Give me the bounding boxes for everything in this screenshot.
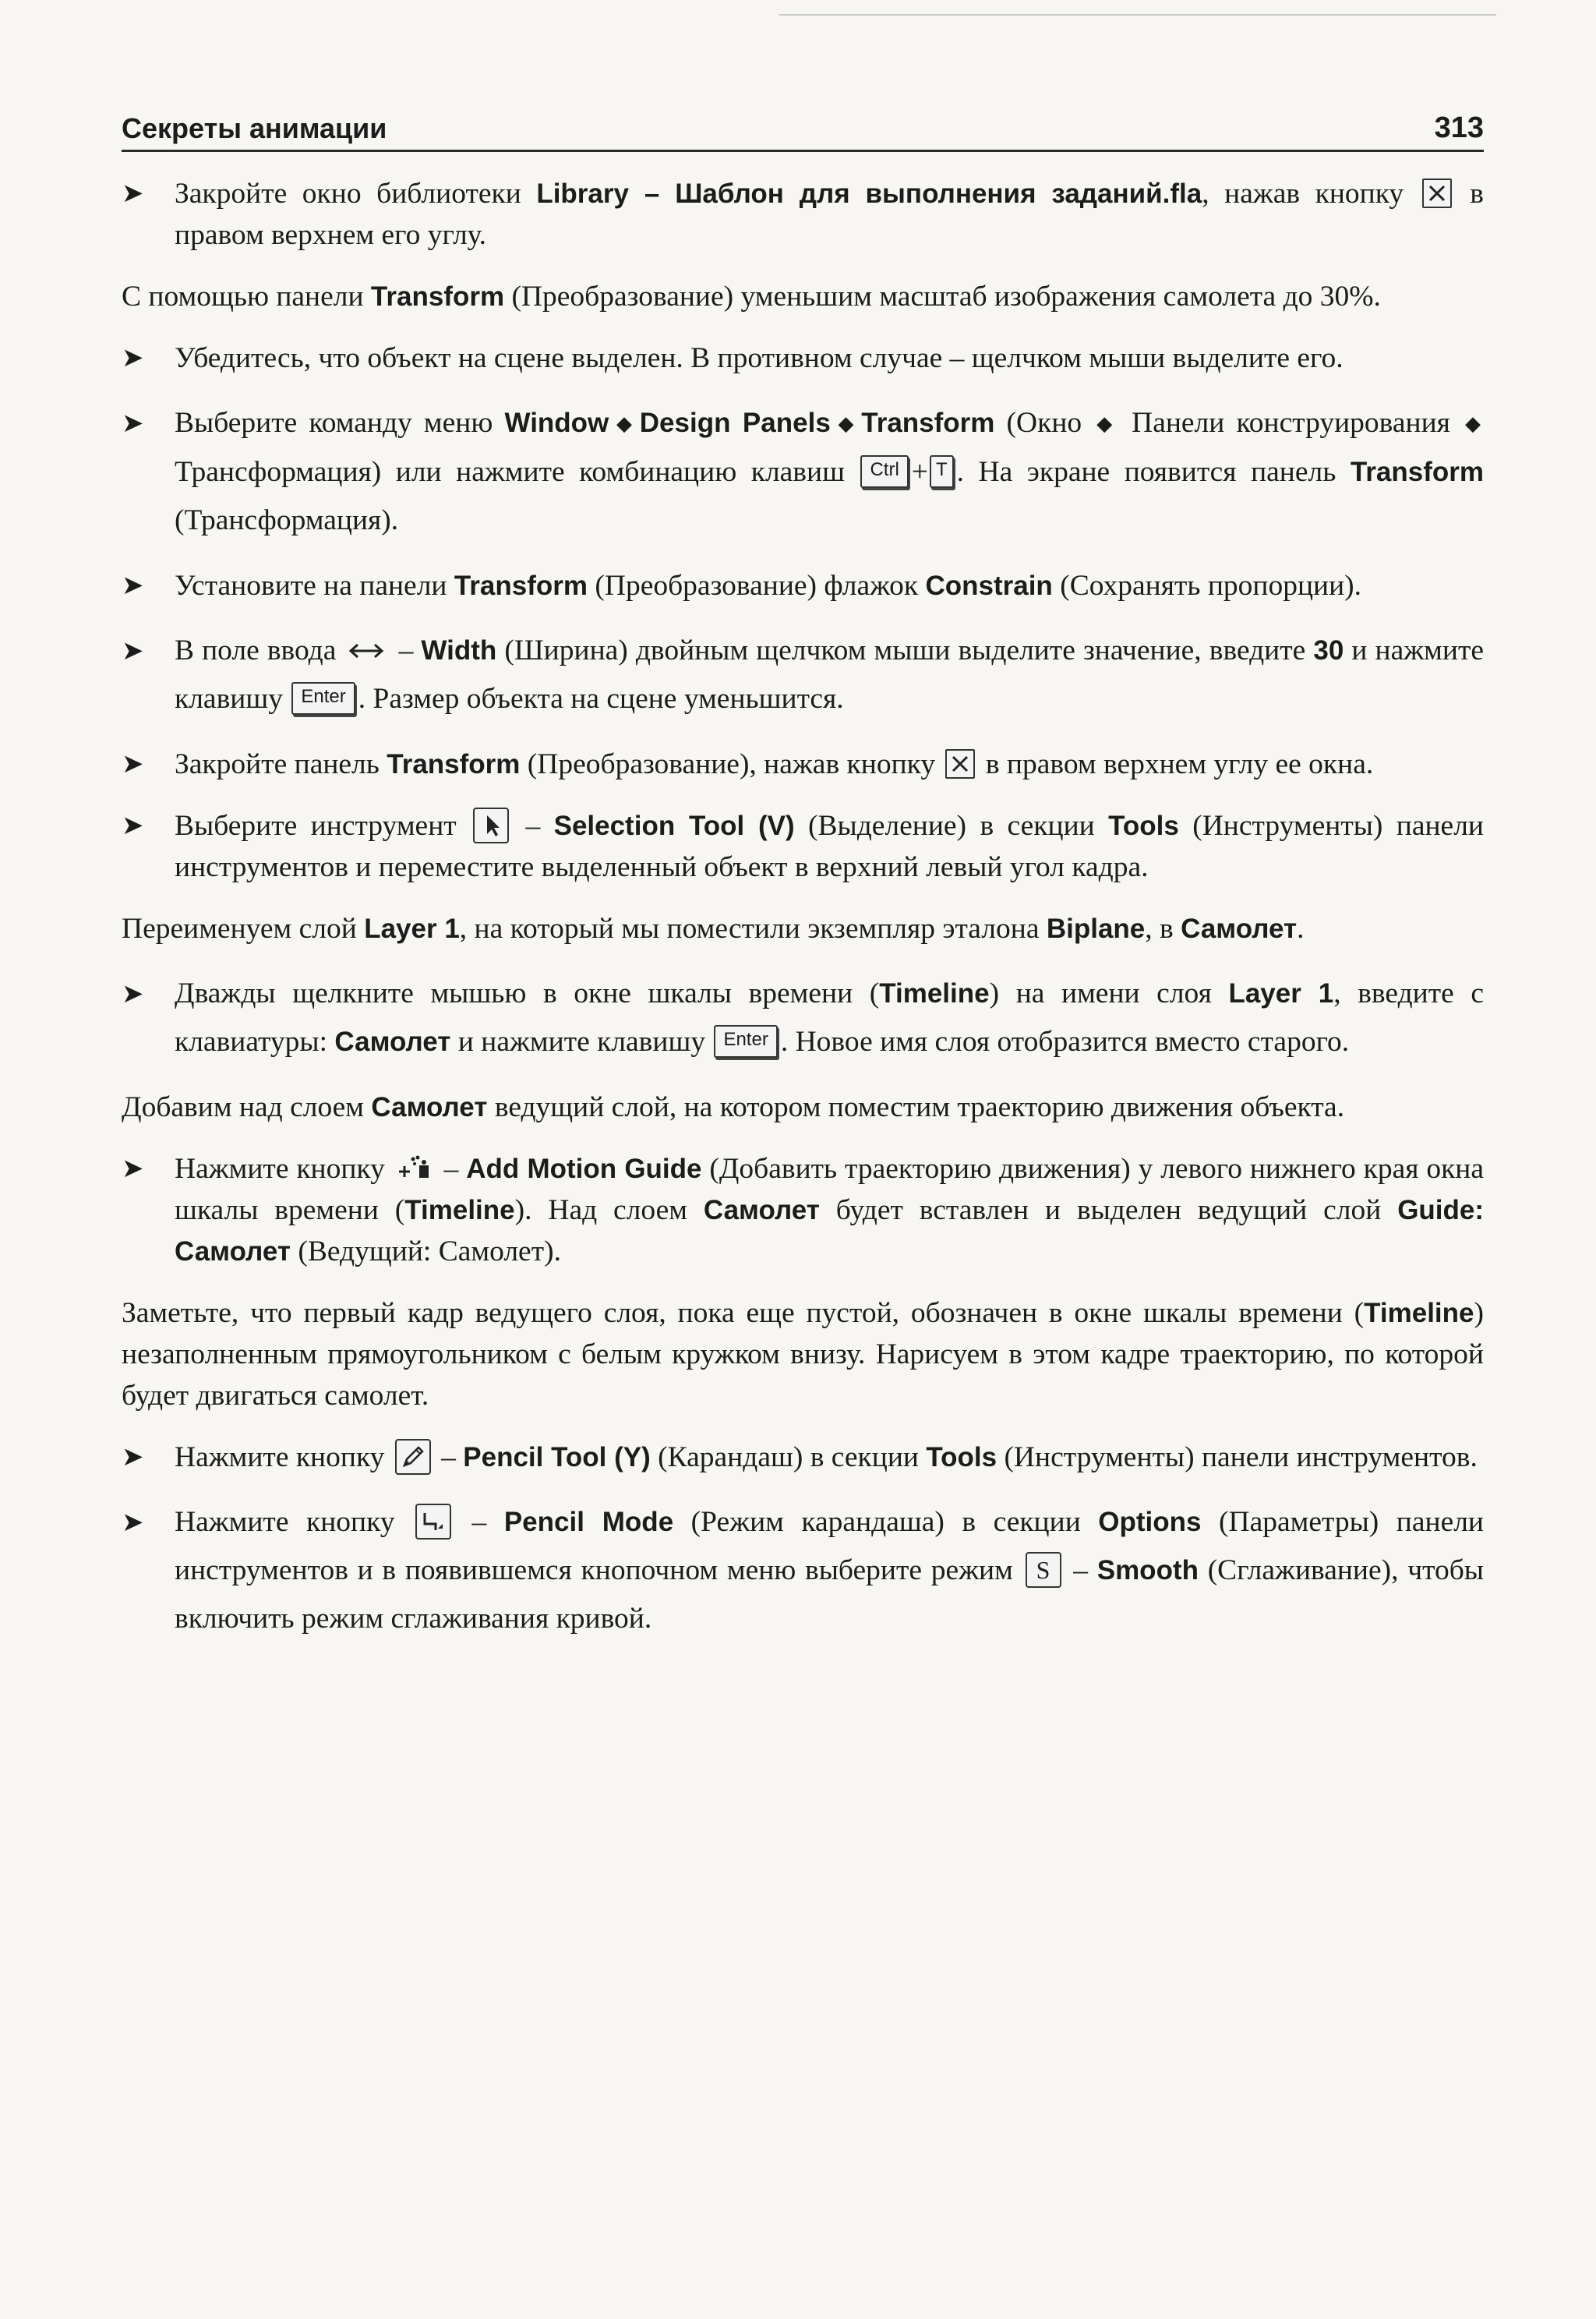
step-add-motion-guide: ➤ Нажмите кнопку – Add Motion Guide (Добавить траекторию движения) у левого нижнего края окна шкалы времени (Timeline). Над слоем Самолет будет вставлен и выделен ведущий слой Guide: Самолет (Ведущий: Самолет).	[122, 1148, 1484, 1272]
t-key: T	[930, 455, 954, 488]
step-arrow-icon: ➤	[122, 342, 144, 373]
close-box-icon	[945, 749, 975, 779]
menu-diamond-icon: ◆	[1465, 412, 1481, 436]
scan-top-rule	[779, 14, 1496, 16]
step-pencil-mode: ➤ Нажмите кнопку – Pencil Mode (Режим карандаша) в секции Options (Параметры) панели инструментов и в появившемся кнопочном меню выберите режим S – Smooth (Сглаживание), чтобы включить режим сглаживания кривой.	[122, 1498, 1484, 1643]
step-arrow-icon: ➤	[122, 635, 144, 666]
add-motion-guide-icon	[396, 1153, 433, 1184]
pencil-mode-icon	[415, 1504, 451, 1540]
menu-diamond-icon: ◆	[833, 412, 859, 436]
step-pencil-tool: ➤ Нажмите кнопку – Pencil Tool (Y) (Карандаш) в секции Tools (Инструменты) панели инструментов.	[122, 1437, 1484, 1478]
close-box-icon	[1422, 179, 1452, 208]
page-number: 313	[1434, 111, 1484, 144]
step-arrow-icon: ➤	[122, 1441, 144, 1472]
paragraph-rename-layer: Переименуем слой Layer 1, на который мы поместили экземпляр эталона Biplane, в Самолет.	[122, 913, 1305, 945]
step-arrow-icon: ➤	[122, 1507, 144, 1538]
step-check-selection: ➤ Убедитесь, что объект на сцене выделен. В противном случае – щелчком мыши выделите его.	[122, 338, 1484, 379]
step-arrow-icon: ➤	[122, 570, 144, 601]
paragraph-empty-keyframe: Заметьте, что первый кадр ведущего слоя, пока еще пустой, обозначен в окне шкалы времени (Timeline) незаполненным прямоугольником с белым кружком внизу. Нарисуем в этом кадре траекторию, по которой будет двигаться самолет.	[122, 1297, 1484, 1412]
running-title: Секреты анимации	[122, 112, 387, 144]
step-arrow-icon: ➤	[122, 810, 144, 841]
smooth-mode-icon: S	[1026, 1552, 1061, 1588]
selection-arrow-icon	[473, 808, 509, 843]
pencil-icon	[395, 1439, 431, 1475]
step-rename-layer: ➤ Дважды щелкните мышью в окне шкалы времени (Timeline) на имени слоя Layer 1, введите с клавиатуры: Самолет и нажмите клавишу Enter . Новое имя слоя отобразится вместо старого.	[122, 970, 1484, 1066]
paragraph-add-guide-layer: Добавим над слоем Самолет ведущий слой, на котором поместим траекторию движения объекта.	[122, 1091, 1345, 1123]
step-enter-width: ➤ В поле ввода – Width (Ширина) двойным щелчком мыши выделите значение, введите 30 и нажмите клавишу Enter . Размер объекта на сцене уменьшится.	[122, 627, 1484, 723]
step-close-transform: ➤ Закройте панель Transform (Преобразование), нажав кнопку в правом верхнем углу ее окна.	[122, 744, 1484, 785]
running-header	[122, 109, 1484, 152]
step-arrow-icon: ➤	[122, 178, 144, 209]
step-arrow-icon: ➤	[122, 978, 144, 1009]
width-arrows-icon	[347, 639, 386, 663]
step-arrow-icon: ➤	[122, 748, 144, 779]
ctrl-key: Ctrl	[860, 455, 908, 488]
step-close-library: ➤ Закройте окно библиотеки Library – Шаблон для выполнения заданий.fla, нажав кнопку в правом верхнем его углу.	[122, 173, 1484, 256]
menu-diamond-icon: ◆	[1096, 412, 1117, 436]
step-open-transform-panel: ➤ Выберите команду меню Window ◆ Design Panels ◆ Transform (Окно ◆ Панели конструирования ◆ Трансформация) или нажмите комбинацию клавиш Ctrl + T . На экране появится панель Transform (Трансформация).	[122, 399, 1484, 545]
step-set-constrain: ➤ Установите на панели Transform (Преобразование) флажок Constrain (Сохранять пропорции).	[122, 565, 1484, 606]
enter-key: Enter	[714, 1025, 777, 1058]
menu-diamond-icon: ◆	[612, 412, 637, 436]
enter-key: Enter	[291, 682, 355, 715]
step-selection-tool: ➤ Выберите инструмент – Selection Tool (V) (Выделение) в секции Tools (Инструменты) панели инструментов и переместите выделенный объект в верхний левый угол кадра.	[122, 805, 1484, 888]
paragraph-transform-intro: С помощью панели Transform (Преобразование) уменьшим масштаб изображения самолета до 30%.	[122, 281, 1381, 313]
page-body	[122, 173, 1484, 1663]
step-arrow-icon: ➤	[122, 1153, 144, 1184]
step-arrow-icon: ➤	[122, 408, 144, 439]
